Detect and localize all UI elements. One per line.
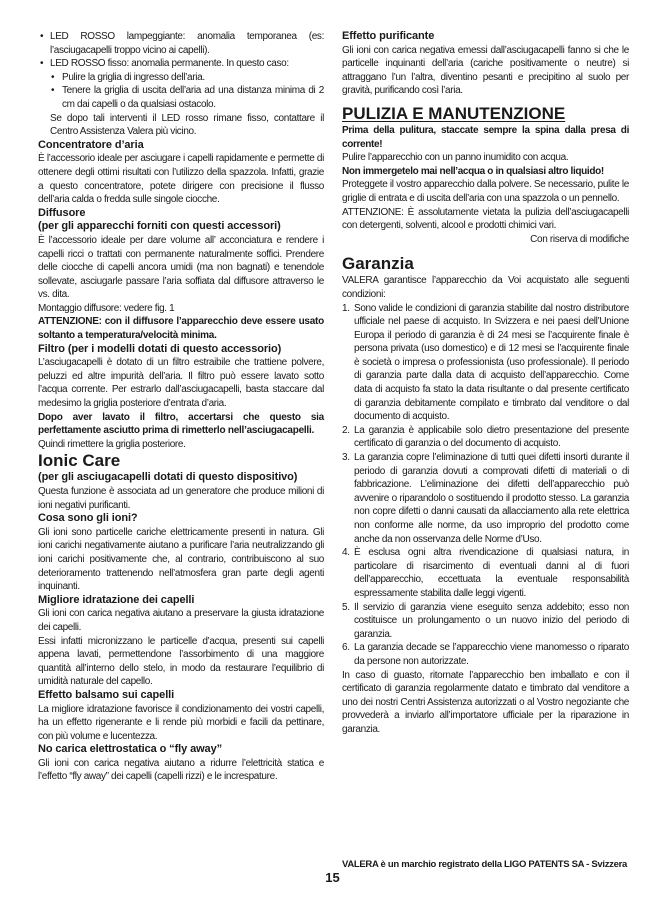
paragraph: L’asciugacapelli è dotato di un filtro estraibile che trattiene polvere, peluzzi ed altre impurità dell’aria. Il filtro può essere lavato sotto l’acqua corrente. Per estrarlo dall’asciugacapelli, basta staccare dal medesimo la griglia posteriore d’entrata d’aria. bbox=[38, 357, 324, 410]
paragraph: Gli ioni con carica negativa emessi dall’asciugacapelli fanno si che le particelle inquinanti dell’aria (cariche positivamente o neutre) si attraggano l’un l’altra, diventino pesanti e precipitino al suolo per gravità, purificando così l’aria. bbox=[342, 44, 629, 97]
paragraph: Quindi rimettere la griglia posteriore. bbox=[38, 438, 186, 450]
item-text: Il servizio di garanzia viene eseguito senza addebito; esso non costituisce un prolungamento o un nuovo inizio del periodo di garanzia. bbox=[354, 601, 629, 640]
warning-note: Non immergetelo mai nell’acqua o in qualsiasi altro liquido! bbox=[342, 165, 604, 177]
paragraph: Gli ioni con carica negativa aiutano a preservare la giusta idratazione dei capelli. bbox=[38, 608, 324, 633]
section-title-balsamo: Effetto balsamo sui capelli bbox=[38, 688, 175, 701]
list-item bbox=[342, 302, 629, 424]
list-item: • Tenere la griglia di uscita dell’aria ad una distanza minima di 2 cm dai capelli o da qualsiasi ostacolo. bbox=[38, 84, 324, 111]
section-title-pulizia: PULIZIA E MANUTENZIONE bbox=[342, 103, 566, 123]
reservation-note: Con riserva di modifiche bbox=[530, 233, 629, 245]
section-title-concentratore: Concentratore d’aria bbox=[38, 138, 144, 151]
led-note: Se dopo tali interventi il LED rosso rimane fisso, contattare il Centro Assistenza Valera più vicino. bbox=[50, 112, 324, 138]
paragraph: In caso di guasto, ritornate l’apparecchio ben imballato e con il certificato di garanzia regolarmente datato e timbrato dal venditore a uno dei nostri Centri Assistenza autorizzati o al Vostro negoziante che provvederà a inviarlo all’importatore ufficiale per la riparazione in garanzia. bbox=[342, 669, 629, 735]
item-number: 5. bbox=[342, 601, 350, 613]
section-title-diffusore: Diffusore bbox=[38, 206, 86, 219]
led-status-list bbox=[38, 30, 324, 71]
paragraph: Gli ioni con carica negativa aiutano a ridurre l’elettricità statica e l’effetto “fly away” dei capelli (capelli rizzi) e le increspature. bbox=[38, 757, 324, 783]
section-title-ioni: Cosa sono gli ioni? bbox=[38, 512, 138, 525]
item-text: La garanzia è applicabile solo dietro presentazione del presente certificato di garanzia o del documento di acquisto. bbox=[354, 424, 629, 450]
section-subtitle: (per gli asciugacapelli dotati di questo dispositivo) bbox=[38, 471, 298, 484]
item-number: 2. bbox=[342, 424, 350, 436]
paragraph: Montaggio diffusore: vedere fig. 1 bbox=[38, 302, 175, 314]
list-item bbox=[342, 601, 629, 642]
manual-page bbox=[38, 30, 628, 870]
item-number: 1. bbox=[342, 302, 350, 314]
list-item bbox=[342, 641, 629, 668]
paragraph: Proteggete il vostro apparecchio dalla polvere. Se necessario, pulite le griglie di entrata e di uscita dell’aria con una spazzola o un pennello. bbox=[342, 179, 629, 204]
paragraph: Questa funzione è associata ad un generatore che produce milioni di ioni negativi purificanti. bbox=[38, 486, 324, 511]
paragraph: Pulire l’apparecchio con un panno inumidito con acqua. bbox=[342, 152, 569, 164]
paragraph: Gli ioni sono particelle cariche elettricamente presenti in natura. Gli ioni carichi negativamente aiutano a purificare l’aria neutralizzando gli ioni carichi positivamente che, al contrario, contribuiscono al suo deterioramento trattenendo nell’atmosfera gran parte degli agenti inquinanti. bbox=[38, 526, 324, 593]
right-column bbox=[342, 30, 629, 737]
list-item bbox=[342, 424, 629, 451]
list-item bbox=[342, 451, 629, 546]
section-title-idratazione: Migliore idratazione dei capelli bbox=[38, 593, 195, 606]
warning-note: Prima della pulitura, staccate sempre la spina dalla presa di corrente! bbox=[342, 124, 629, 150]
warranty-conditions-list bbox=[342, 302, 629, 669]
paragraph: È l’accessorio ideale per dare volume all’ acconciatura e rendere i capelli ricci o trattati con permanente naturalmente soffici. Prendere delle ciocche di capelli ancora umidi (ma non bagnati) e tenendole sollevate, asciugarle passare l’aria soffiata dal diffusore attraverso le vs. dita. bbox=[38, 234, 324, 301]
left-column bbox=[38, 30, 324, 784]
page-number: 15 bbox=[325, 870, 340, 885]
item-text: La garanzia copre l’eliminazione di tutti quei difetti insorti durante il periodo di garanzia dovuti a comprovati difetti di materiali o di fabbricazione. L’eliminazione dei difetti dell’apparecchio può avvenire o riparandolo o sostituendo il prodotto stesso. La garanzia non copre difetti o danni causati da allacciamento alla rete elettrica non conforme alle norme, da uso improprio del prodotto come anche da non osservanza delle Norme d’Uso. bbox=[354, 452, 629, 545]
list-item bbox=[342, 546, 629, 600]
item-text: Sono valide le condizioni di garanzia stabilite dal nostro distributore ufficiale nel paese di acquisto. In Svizzera e nei paesi dell’Unione Europa il periodo di garanzia è di 24 mesi se l’acquirente finale è persona privata (uso domestico) e di 12 mesi se l’acquirente finale è società o impresa o professionista (uso professionale). Il periodo di garanzia parte dalla data di acquisto dell’apparecchio. Come data di acquisto fa stato la data risultante o dal presente certificato di garanzia debitamente compilato e timbrato dal venditore o dal documento di acquisto. bbox=[354, 302, 629, 423]
item-text: La garanzia decade se l’apparecchio viene manomesso o riparato da persone non autorizzate. bbox=[354, 642, 629, 667]
list-item: • LED ROSSO fisso: anomalia permanente. In questo caso: bbox=[38, 57, 324, 71]
paragraph: La migliore idratazione favorisce il condizionamento dei vostri capelli, ha un effetto rigenerante e li rende più morbidi e facili da pettinare, con più volume e lucentezza. bbox=[38, 703, 324, 742]
item-number: 6. bbox=[342, 642, 350, 654]
section-title-filtro: Filtro (per i modelli dotati di questo accessorio) bbox=[38, 342, 282, 355]
attention-note: ATTENZIONE: È assolutamente vietata la pulizia dell’asciugacapelli con detergenti, solventi, alcool e prodotti chimici vari. bbox=[342, 206, 629, 232]
paragraph: Essi infatti micronizzano le particelle d’acqua, presenti sui capelli appena lavati, permettendone l’assorbimento di una maggiore quantità all’interno dello stelo, in modo da restaurare l’equilibrio di umidità naturale del capello. bbox=[38, 635, 324, 688]
item-number: 3. bbox=[342, 452, 350, 464]
trademark-note: VALERA è un marchio registrato della LIGO PATENTS SA - Svizzera bbox=[342, 858, 627, 870]
item-number: 4. bbox=[342, 547, 350, 559]
paragraph: VALERA garantisce l’apparecchio da Voi acquistato alle seguenti condizioni: bbox=[342, 275, 629, 300]
section-subtitle: (per gli apparecchi forniti con questi accessori) bbox=[38, 220, 281, 233]
item-text: È esclusa ogni altra rivendicazione di qualsiasi natura, in particolare di risarcimento di eventuali danni al di fuori dell’apparecchio, eccettuata la eventuale responsabilità espressamente stabilita dalle leggi vigenti. bbox=[354, 547, 629, 599]
section-title-flyaway: No carica elettrostatica o “fly away” bbox=[38, 743, 222, 756]
attention-note: ATTENZIONE: con il diffusore l’apparecchio deve essere usato soltanto a temperatura/velocità minima. bbox=[38, 316, 324, 342]
list-item: • Pulire la griglia di ingresso dell’aria. bbox=[38, 71, 324, 85]
led-actions-list bbox=[38, 71, 324, 112]
list-item: • LED ROSSO lampeggiante: anomalia temporanea (es: l’asciugacapelli troppo vicino ai capelli). bbox=[38, 30, 324, 57]
paragraph: È l’accessorio ideale per asciugare i capelli rapidamente e permette di ottenere degli ottimi risultati con l’utilizzo della spazzola. Infatti, grazie a questo concentratore, potete dirigere con precisione il flusso dell’aria calda o fredda sulle singole ciocche. bbox=[38, 153, 324, 206]
section-title-garanzia: Garanzia bbox=[342, 254, 414, 274]
section-title-ionic-care: Ionic Care bbox=[38, 451, 121, 471]
section-title-purificante: Effetto purificante bbox=[342, 30, 435, 42]
warning-note: Dopo aver lavato il filtro, accertarsi che questo sia perfettamente asciutto prima di rimetterlo nell’asciugacapelli. bbox=[38, 411, 324, 437]
